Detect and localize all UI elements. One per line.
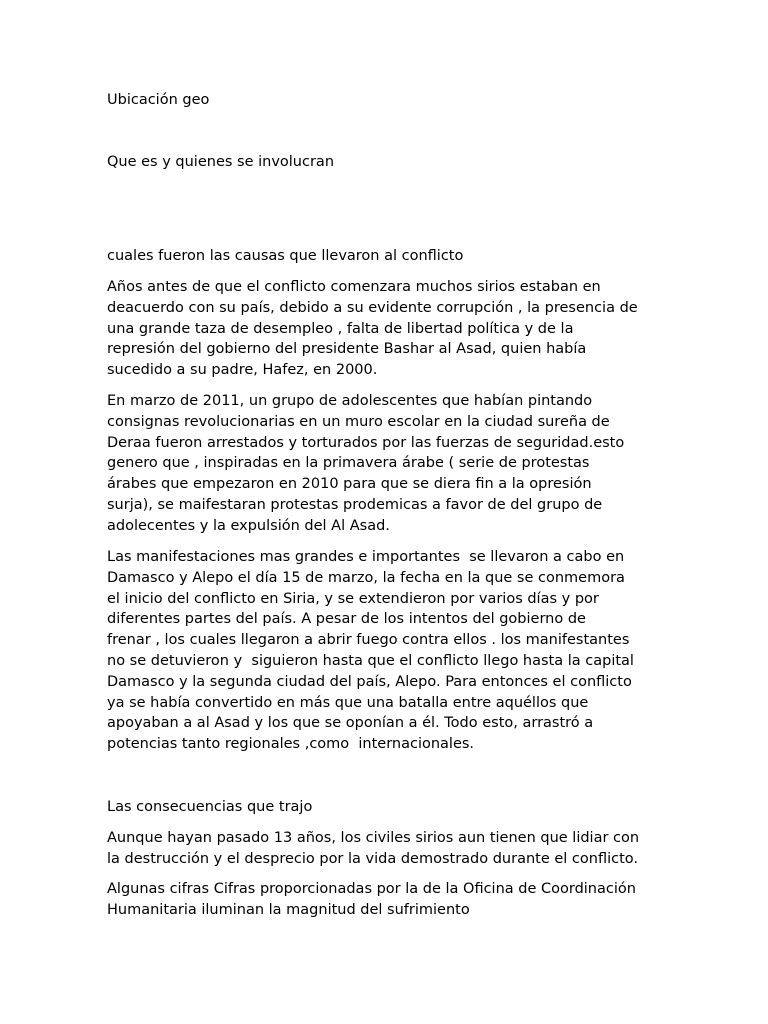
paragraph-line: Años antes de que el conflicto comenzara muchos sirios estaban en <box>107 279 601 295</box>
paragraph-line: Damasco y Alepo el día 15 de marzo, la fecha en la que se conmemora <box>107 569 625 586</box>
paragraph-line: En marzo de 2011, un grupo de adolescentes que habían pintando <box>107 393 593 409</box>
paragraph-line: Deraa fueron arrestados y torturados por las fuerzas de seguridad.esto <box>107 434 625 451</box>
paragraph-line: consignas revolucionarias en un muro escolar en la ciudad sureña de <box>107 413 610 430</box>
paragraph-line: surja), se maifestaran protestas prodemicas a favor de del grupo de <box>107 496 603 513</box>
heading-ubicacion: Ubicación geo <box>107 92 210 108</box>
paragraph-line: Aunque hayan pasado 13 años, los civiles sirios aun tienen que lidiar con <box>107 830 640 846</box>
paragraph-causas-1 <box>107 277 667 381</box>
paragraph-line: deacuerdo con su país, debido a su evidente corrupción , la presencia de <box>107 299 638 316</box>
paragraph-line: Humanitaria iluminan la magnitud del sufrimiento <box>107 901 470 918</box>
paragraph-line: adolecentes y la expulsión del Al Asad. <box>107 517 390 534</box>
paragraph-line: Las manifestaciones mas grandes e importantes se llevaron a cabo en <box>107 549 625 565</box>
heading-consecuencias: Las consecuencias que trajo <box>107 799 313 815</box>
paragraph-line: Algunas cifras Cifras proporcionadas por la de la Oficina de Coordinación <box>107 881 636 897</box>
paragraph-line: no se detuvieron y siguieron hasta que el conflicto llego hasta la capital <box>107 652 634 669</box>
paragraph-line: represión del gobierno del presidente Bashar al Asad, quien había <box>107 341 587 358</box>
paragraph-consecuencias-1 <box>107 828 667 870</box>
paragraph-line: el inicio del conflicto en Siria, y se extendieron por varios días y por <box>107 590 599 607</box>
paragraph-line: ya se había convertido en más que una batalla entre aquéllos que <box>107 694 589 711</box>
paragraph-line: la destrucción y el desprecio por la vida demostrado durante el conflicto. <box>107 850 639 867</box>
paragraph-line: Damasco y la segunda ciudad del país, Alepo. Para entonces el conflicto <box>107 673 632 690</box>
paragraph-line: genero que , inspiradas en la primavera árabe ( serie de protestas <box>107 455 590 472</box>
paragraph-line: sucedido a su padre, Hafez, en 2000. <box>107 362 378 379</box>
paragraph-line: diferentes partes del país. A pesar de los intentos del gobierno de <box>107 611 586 628</box>
paragraph-line: potencias tanto regionales ,como internacionales. <box>107 736 475 753</box>
heading-que-es: Que es y quienes se involucran <box>107 154 335 170</box>
paragraph-line: apoyaban a al Asad y los que se oponían a él. Todo esto, arrastró a <box>107 715 594 732</box>
paragraph-line: frenar , los cuales llegaron a abrir fuego contra ellos . los manifestantes <box>107 632 630 649</box>
paragraph-causas-3 <box>107 547 667 755</box>
paragraph-line: árabes que empezaron en 2010 para que se diera fin a la opresión <box>107 476 592 493</box>
heading-causas: cuales fueron las causas que llevaron al conflicto <box>107 248 464 264</box>
paragraph-consecuencias-2 <box>107 879 667 921</box>
paragraph-causas-2 <box>107 391 667 537</box>
paragraph-line: una grande taza de desempleo , falta de libertad política y de la <box>107 320 574 337</box>
